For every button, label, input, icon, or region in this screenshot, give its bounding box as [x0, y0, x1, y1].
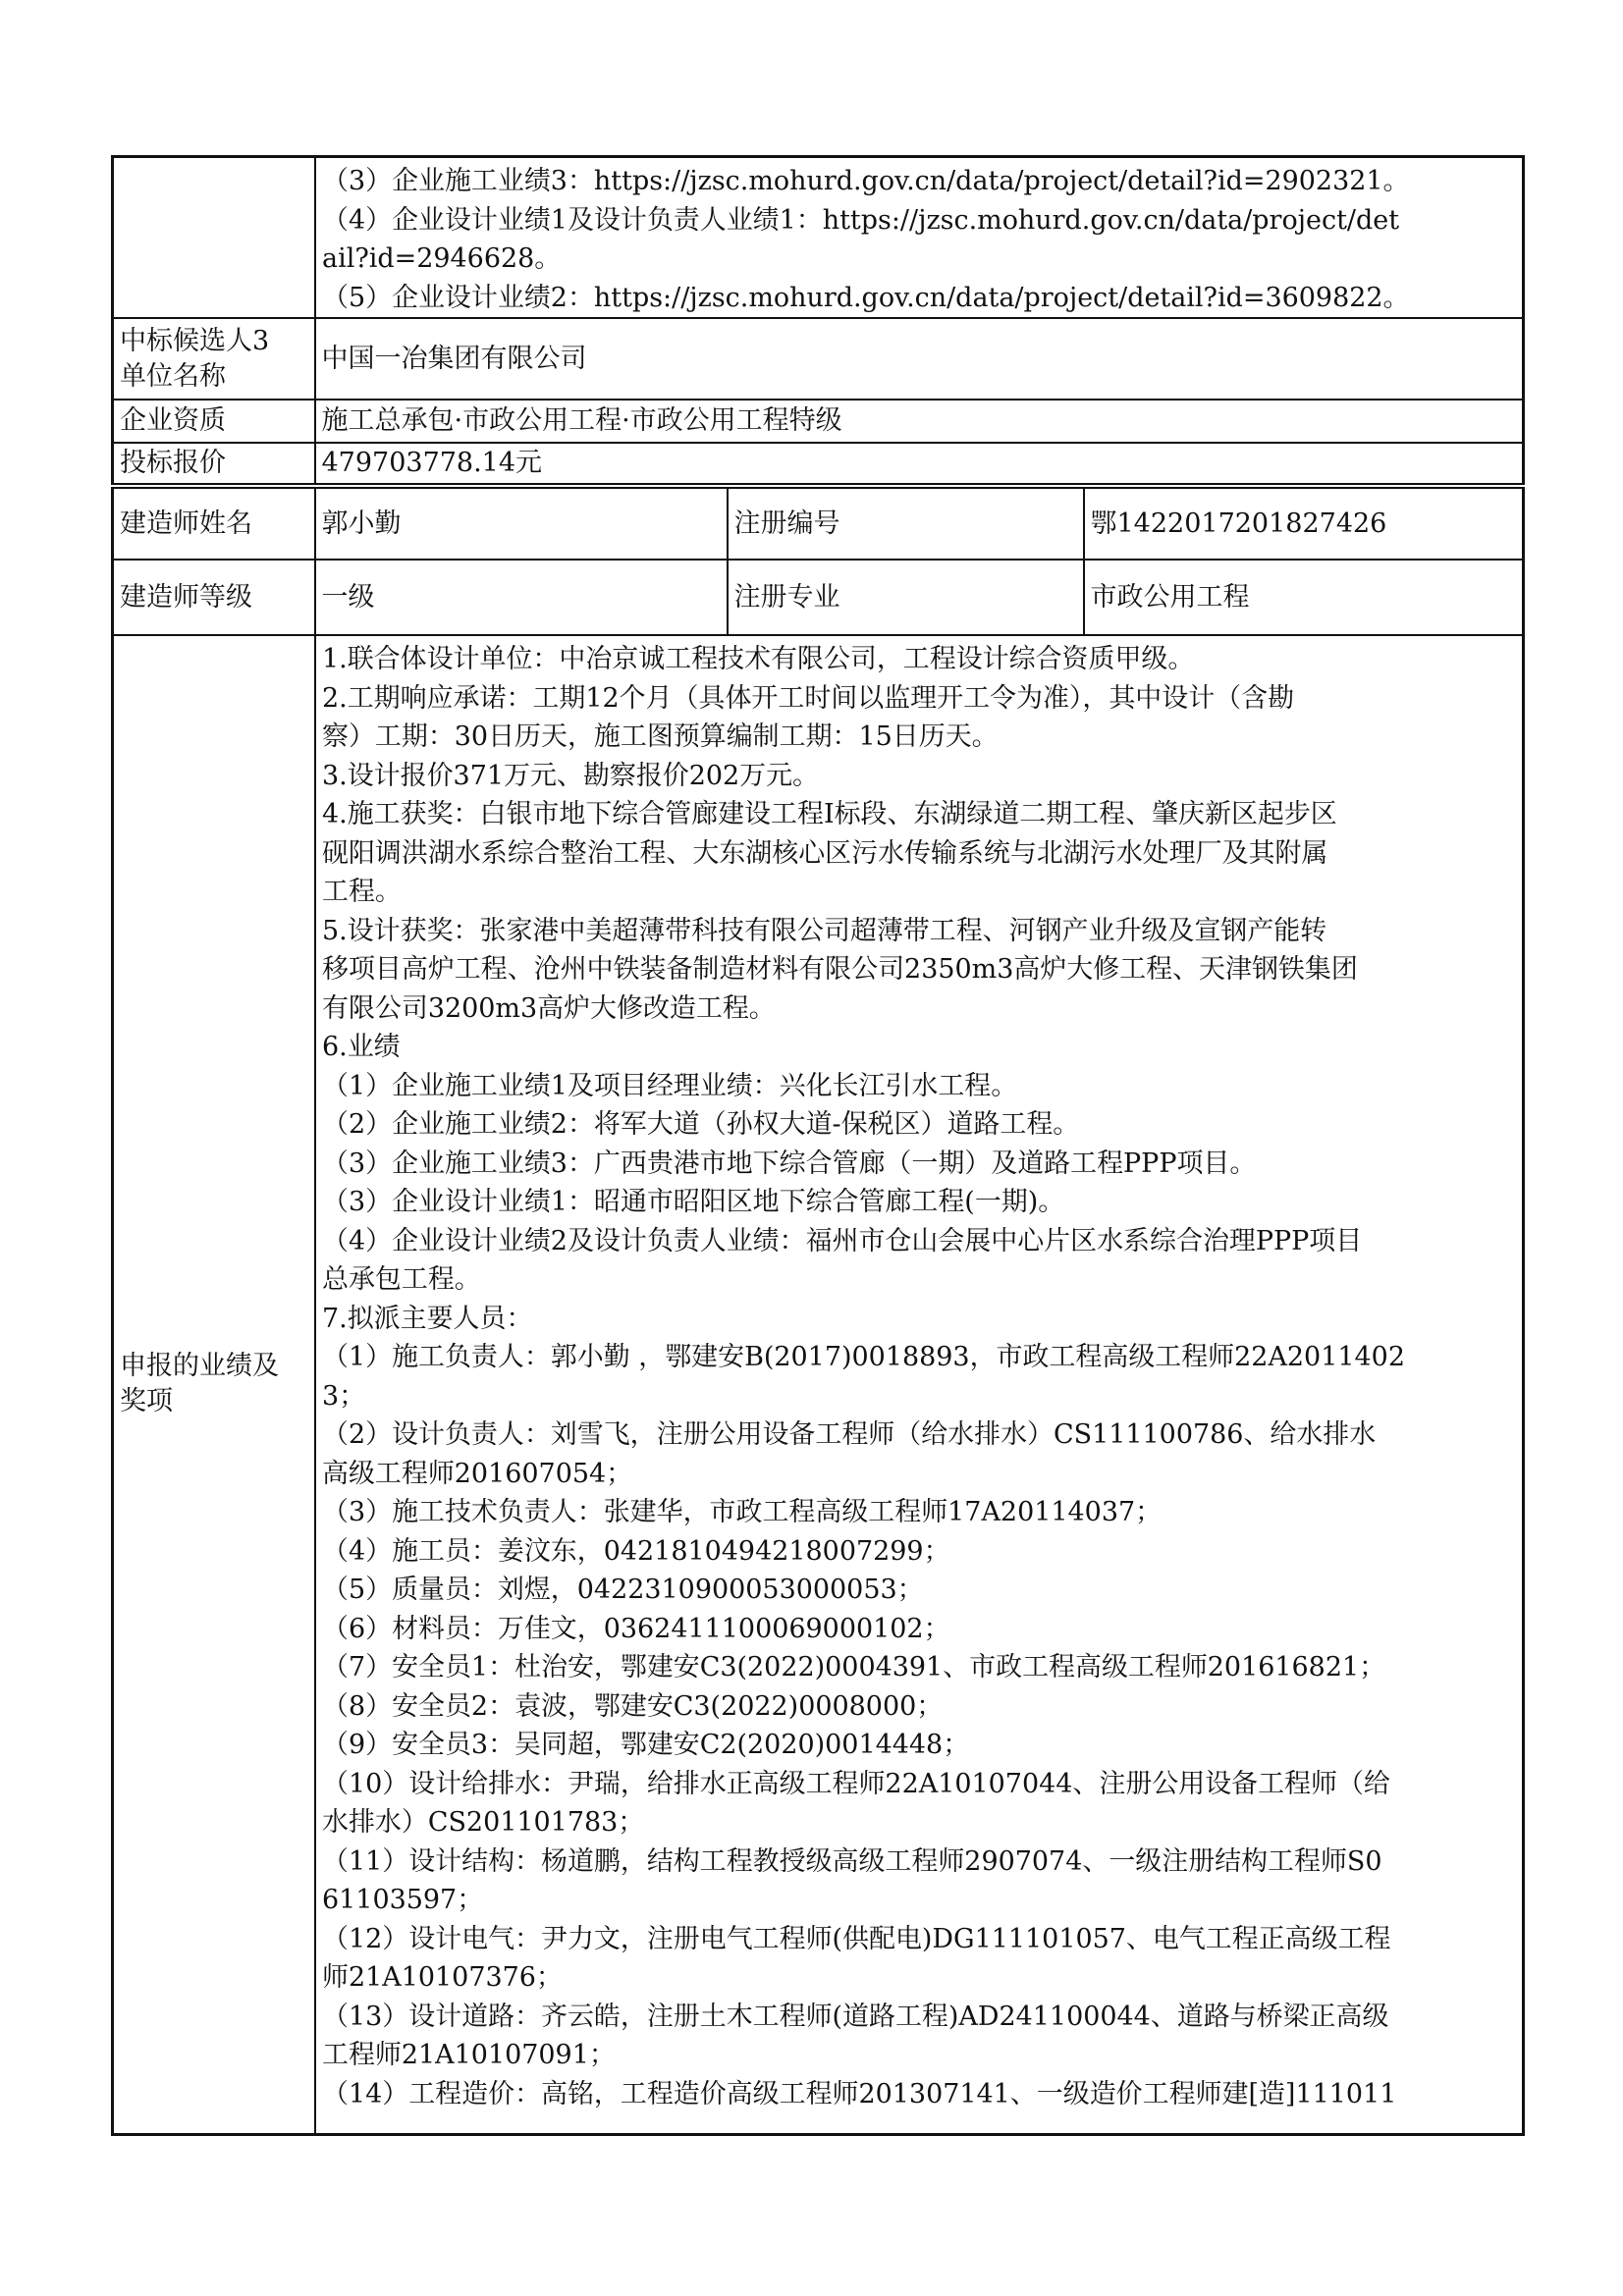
content-line: 高级工程师201607054； [321, 1458, 632, 1489]
achievements-label: 申报的业绩及 奖项 [113, 635, 315, 2134]
content-line: 移项目高炉工程、沧州中铁装备制造材料有限公司2350m3高炉大修工程、天津钢铁集团 [321, 954, 1358, 985]
content-line: （7）安全员1：杜治安，鄂建安C3(2022)0004391、市政工程高级工程师201616821； [321, 1652, 1385, 1682]
continuation-label-cell [113, 157, 315, 319]
content-line: （3）企业施工业绩3：广西贵港市地下综合管廊（一期）及道路工程PPP项目。 [321, 1148, 1256, 1179]
content-line: 1.联合体设计单位：中冶京诚工程技术有限公司，工程设计综合资质甲级。 [321, 644, 1194, 674]
content-line: （4）施工员：姜汶东，0421810494218007299； [321, 1535, 950, 1567]
content-line: 7.拟派主要人员： [321, 1303, 532, 1334]
content-line: （5）企业设计业绩2：https://jzsc.mohurd.gov.cn/data/project/detail?id=3609822。 [321, 282, 1409, 313]
builder-grade-label: 建造师等级 [113, 560, 315, 635]
content-line: 有限公司3200m3高炉大修改造工程。 [321, 992, 776, 1024]
content-line: （11）设计结构：杨道鹏，结构工程教授级高级工程师2907074、一级注册结构工程师S0 [321, 1845, 1382, 1877]
content-line: 总承包工程。 [321, 1264, 481, 1295]
content-line: 工程师21A10107091； [321, 2040, 616, 2070]
registration-number-value: 鄂1422017201827426 [1084, 486, 1524, 560]
content-line: （1）施工负责人：郭小勤 ，鄂建安B(2017)0018893，市政工程高级工程师22A2011402 [321, 1342, 1405, 1372]
content-line: （3）施工技术负责人：张建华，市政工程高级工程师17A20114037； [321, 1497, 1162, 1527]
content-line: 2.工期响应承诺：工期12个月（具体开工时间以监理开工令为准），其中设计（含勘 [321, 682, 1294, 714]
content-line: （4）企业设计业绩1及设计负责人业绩1：https://jzsc.mohurd.gov.cn/data/project/det [321, 204, 1399, 236]
qualification-label: 企业资质 [113, 400, 315, 443]
registration-specialty-value: 市政公用工程 [1084, 560, 1524, 635]
content-line: （9）安全员3：吴同超，鄂建安C2(2020)0014448； [321, 1730, 969, 1760]
content-line: （3）企业设计业绩1：昭通市昭阳区地下综合管廊工程(一期)。 [321, 1187, 1064, 1217]
content-line: （4）企业设计业绩2及设计负责人业绩：福州市仓山会展中心片区水系综合治理PPP项目 [321, 1225, 1362, 1256]
content-line: （3）企业施工业绩3：https://jzsc.mohurd.gov.cn/data/project/detail?id=2902321。 [321, 166, 1409, 196]
registration-number-label: 注册编号 [728, 486, 1084, 560]
registration-specialty-label: 注册专业 [728, 560, 1084, 635]
content-line: 察）工期：30日历天，施工图预算编制工期：15日历天。 [321, 721, 999, 752]
content-line: （13）设计道路：齐云皓，注册土木工程师(道路工程)AD241100044、道路与桥梁正高级 [321, 2001, 1388, 2032]
content-line: 师21A10107376； [321, 1962, 563, 1993]
content-line: （14）工程造价：高铭，工程造价高级工程师201307141、一级造价工程师建[造]111011 [321, 2078, 1396, 2109]
content-line: （1）企业施工业绩1及项目经理业绩：兴化长江引水工程。 [321, 1070, 1017, 1101]
builder-grade-value: 一级 [315, 560, 728, 635]
achievements-content [315, 635, 1524, 2134]
candidate-name-label: 中标候选人3 单位名称 [113, 318, 315, 400]
bid-price-label: 投标报价 [113, 443, 315, 486]
content-line: 61103597； [321, 1885, 483, 1915]
content-line: 4.施工获奖：白银市地下综合管廊建设工程I标段、东湖绿道二期工程、肇庆新区起步区 [321, 799, 1337, 829]
content-line: 3.设计报价371万元、勘察报价202万元。 [321, 760, 819, 791]
bid-candidate-table [111, 155, 1525, 2136]
content-line: 工程。 [321, 877, 402, 907]
content-line: （10）设计给排水：尹瑞，给排水正高级工程师22A10107044、注册公用设备工程师（给 [321, 1768, 1390, 1799]
content-line: （12）设计电气：尹力文，注册电气工程师(供配电)DG111101057、电气工程正高级工程 [321, 1923, 1391, 1954]
content-line: （2）企业施工业绩2：将军大道（孙权大道-保税区）道路工程。 [321, 1109, 1079, 1140]
content-line: 水排水）CS201101783； [321, 1807, 644, 1838]
content-line: （5）质量员：刘煜，0422310900053000053； [321, 1575, 924, 1605]
continuation-content-cell [315, 157, 1524, 319]
content-line: 5.设计获奖：张家港中美超薄带科技有限公司超薄带工程、河钢产业升级及宣钢产能转 [321, 915, 1326, 946]
bid-price-value: 479703778.14元 [315, 443, 1524, 486]
content-line: （8）安全员2：袁波，鄂建安C3(2022)0008000； [321, 1690, 943, 1722]
qualification-value: 施工总承包·市政公用工程·市政公用工程特级 [315, 400, 1524, 443]
content-line: 6.业绩 [321, 1032, 401, 1062]
content-line: 3； [321, 1380, 365, 1412]
content-line: （2）设计负责人：刘雪飞，注册公用设备工程师（给水排水）CS111100786、给水排水 [321, 1419, 1376, 1450]
content-line: 砚阳调洪湖水系综合整治工程、大东湖核心区污水传输系统与北湖污水处理厂及其附属 [321, 837, 1327, 869]
content-line: （6）材料员：万佳文，0362411100069000102； [321, 1613, 950, 1644]
candidate-name-value: 中国一冶集团有限公司 [315, 318, 1524, 400]
builder-name-label: 建造师姓名 [113, 486, 315, 560]
content-line: ail?id=2946628。 [321, 243, 561, 274]
builder-name-value: 郭小勤 [315, 486, 728, 560]
